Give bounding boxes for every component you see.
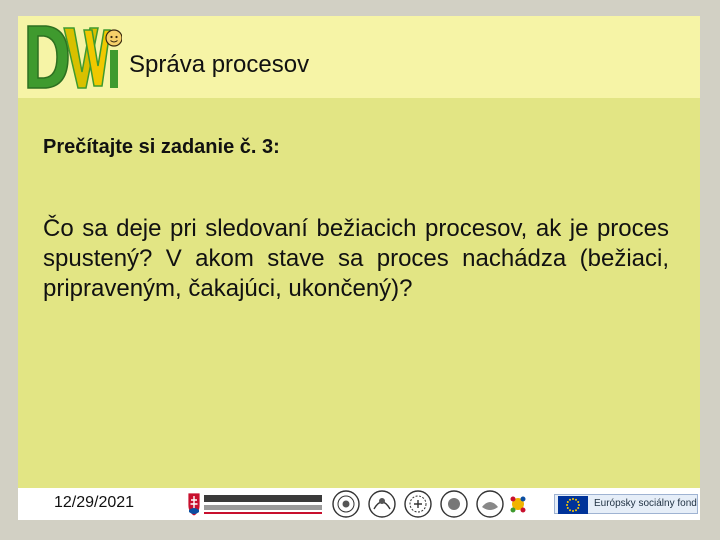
slide-title: Správa procesov [129,51,310,78]
esf-label: Európsky sociálny fond [594,498,697,509]
slide-date: 12/29/2021 [54,494,135,511]
university-seal-icon-1 [333,491,359,517]
slide-header [18,16,700,98]
slide-footer [18,488,700,520]
university-seal-icon-4 [441,491,467,517]
esf-logo [554,490,698,518]
slide [18,16,700,520]
dvvi-logo [24,20,122,94]
university-seal-icon-3 [405,491,431,517]
task-heading: Prečítajte si zadanie č. 3: [43,136,280,158]
slovak-coat-of-arms-icon [188,493,200,516]
colorful-emblem-icon [511,497,526,513]
university-seal-icon-2 [369,491,395,517]
eu-flag-icon [558,496,588,514]
institute-wordmark-logo [204,495,322,514]
task-question: Čo sa deje pri sledovaní bežiacich procesov, ak je proces spustený? V akom stave sa proces nachádza (bežiaci, pripraveným, čakajúci, ukončený)? [43,215,669,302]
university-seal-icon-5 [477,491,503,517]
partner-logos-strip [186,489,526,519]
